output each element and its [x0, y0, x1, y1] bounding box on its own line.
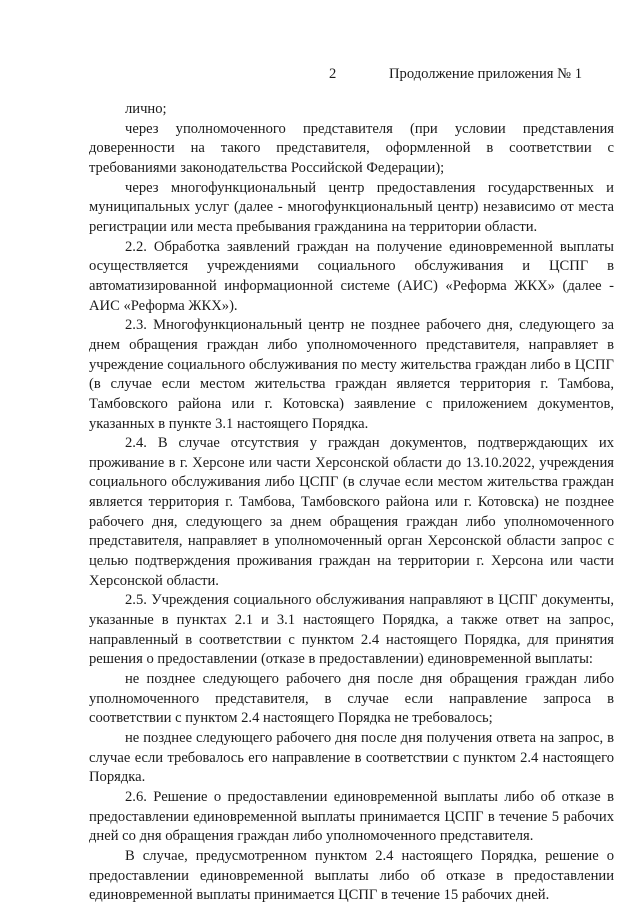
appendix-continuation-heading: Продолжение приложения № 1 — [389, 66, 582, 82]
paragraph-representative: через уполномоченного представителя (при условии представления доверенности на такого представителя, оформленной в соответствии с требованиями законодательства Российской Федерации); — [89, 120, 614, 176]
paragraph-2-6-extended: В случае, предусмотренном пунктом 2.4 настоящего Порядка, решение о предоставлении единовременной выплаты либо об отказе в предоставлении единовременной выплаты принимается ЦСПГ в течение 15 рабочих дней. — [89, 847, 614, 904]
paragraph-in-person: лично; — [125, 101, 167, 117]
paragraph-2-2: 2.2. Обработка заявлений граждан на получение единовременной выплаты осуществляется учреждениями социального обслуживания и ЦСПГ в автоматизированной информационной системе (АИС) «Реформа ЖКХ» (далее - АИС «Реформа ЖКХ»). — [89, 238, 614, 314]
paragraph-2-4: 2.4. В случае отсутствия у граждан документов, подтверждающих их проживание в г. Херсоне или части Херсонской области до 13.10.2022, учреждения социального обслуживания либо ЦСПГ (в случае если местом жительства граждан является территория г. Тамбова, Тамбовского района или г. Котовска) не позднее рабочего дня, следующего за днем обращения граждан либо уполномоченного представителя, направляет в уполномоченный орган Херсонской области запрос с целью подтверждения проживания граждан на территории г. Херсона или части Херсонской области. — [89, 435, 614, 589]
paragraph-2-5-deadline-b: не позднее следующего рабочего дня после дня получения ответа на запрос, в случае если требовалось его направление в соответствии с пунктом 2.4 настоящего Порядка. — [89, 730, 614, 786]
paragraph-2-5-deadline-a: не позднее следующего рабочего дня после дня обращения граждан либо уполномоченного представителя, в случае если направление запроса в соответствии с пунктом 2.4 настоящего Порядка не требовалось; — [89, 671, 614, 727]
document-body — [89, 100, 614, 906]
paragraph-2-3: 2.3. Многофункциональный центр не позднее рабочего дня, следующего за днем обращения граждан либо уполномоченного представителя, направляет в учреждение социального обслуживания по месту жительства граждан либо в ЦСПГ (в случае если местом жительства граждан является территория г. Тамбова, Тамбовского района или г. Котовска) заявление с приложением документов, указанных в пункте 3.1 настоящего Порядка. — [89, 317, 614, 432]
paragraph-mfc: через многофункциональный центр предоставления государственных и муниципальных услуг (далее - многофункциональный центр) независимо от места регистрации или места пребывания гражданина на территории области. — [89, 179, 614, 235]
paragraph-2-5: 2.5. Учреждения социального обслуживания направляют в ЦСПГ документы, указанные в пунктах 2.1 и 3.1 настоящего Порядка, а также ответ на запрос, направленный в соответствии с пунктом 2.4 настоящего Порядка, для принятия решения о предоставлении (отказе в предоставлении) единовременной выплаты: — [89, 592, 614, 668]
paragraph-2-6: 2.6. Решение о предоставлении единовременной выплаты либо об отказе в предоставлении единовременной выплаты принимается ЦСПГ в течение 5 рабочих дней со дня обращения граждан либо уполномоченного представителя. — [89, 788, 614, 845]
page-number: 2 — [329, 66, 337, 82]
